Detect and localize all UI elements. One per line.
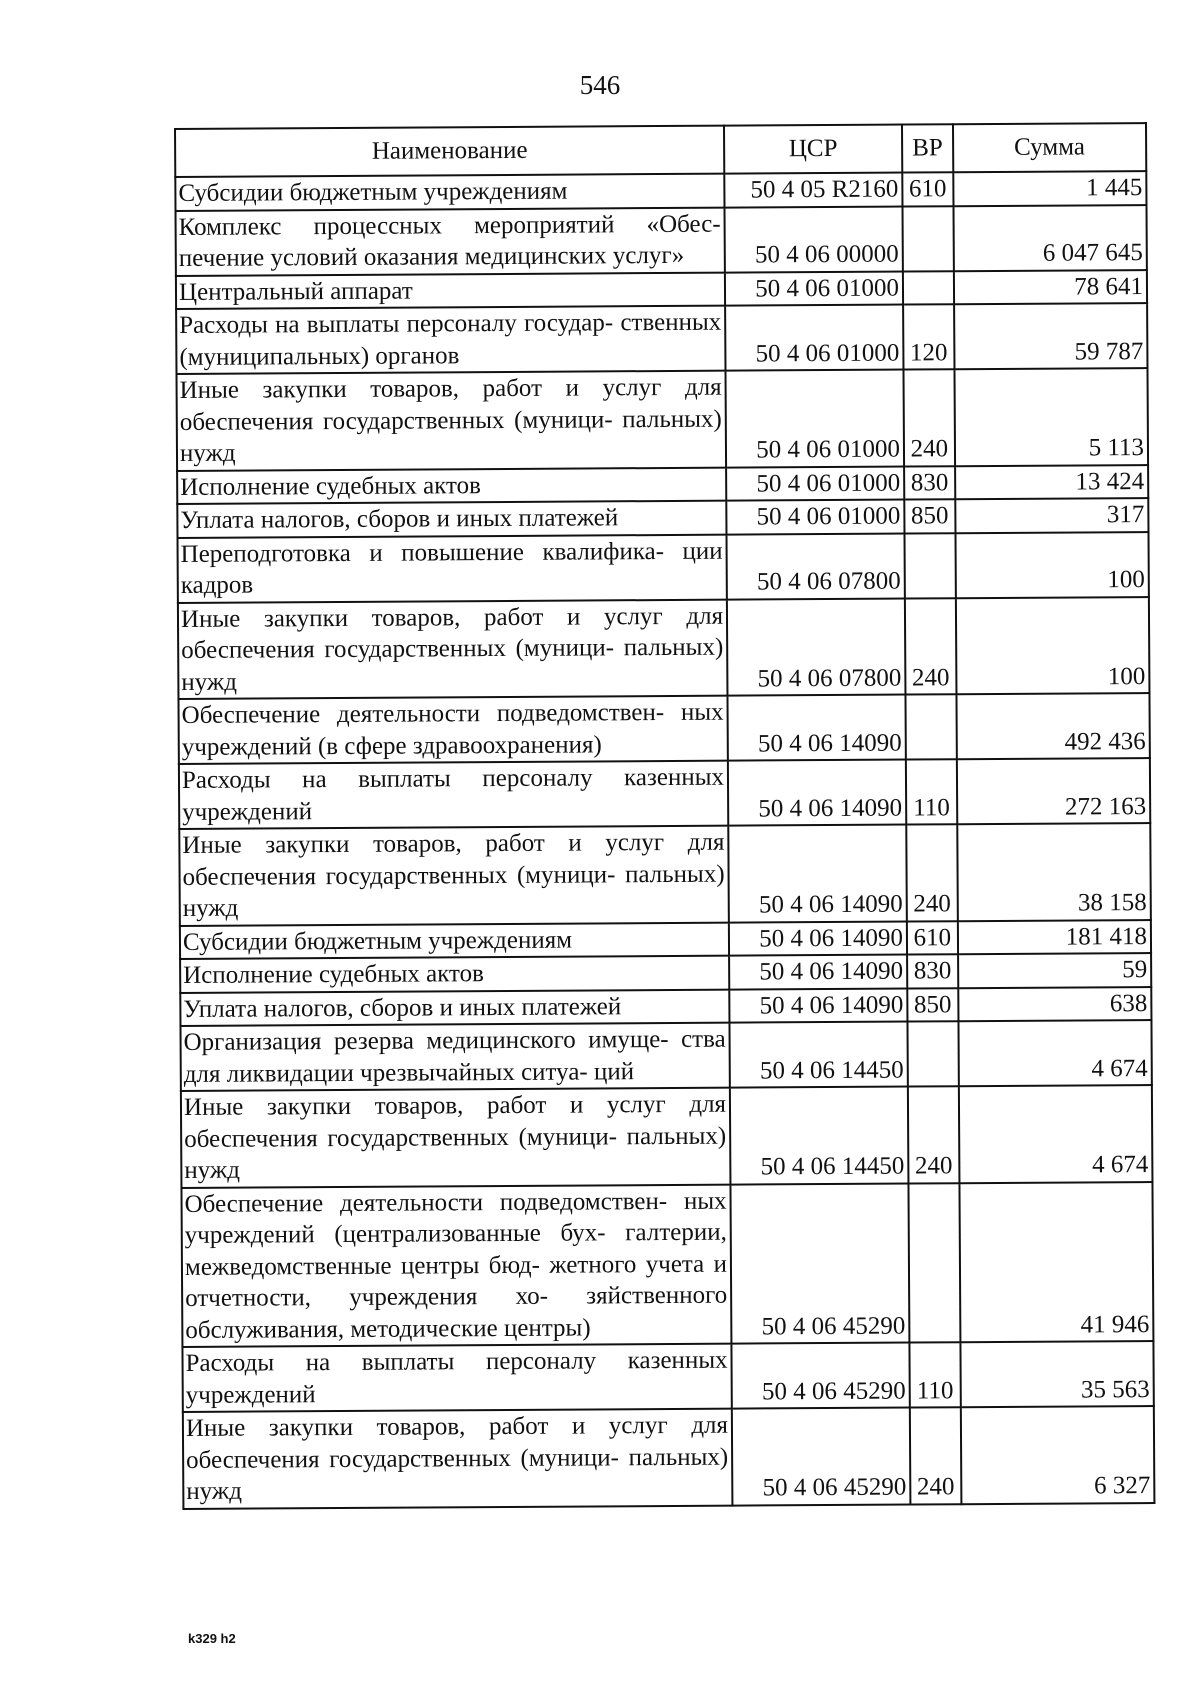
cell-sum: 78 641 xyxy=(954,270,1147,305)
cell-name: Субсидии бюджетным учреждениям xyxy=(180,922,729,959)
cell-csr: 50 4 06 01000 xyxy=(726,500,904,535)
cell-vr: 610 xyxy=(907,921,958,955)
cell-name: Организация резерва медицинского имуще- ства для ликвидации чрезвычайных ситуа- ций xyxy=(180,1023,729,1091)
cell-csr: 50 4 06 14090 xyxy=(728,695,906,761)
cell-sum: 38 158 xyxy=(957,823,1151,921)
cell-sum: 492 436 xyxy=(956,693,1150,759)
cell-csr: 50 4 05 R2160 xyxy=(724,173,902,208)
cell-csr: 50 4 06 45290 xyxy=(732,1408,911,1506)
cell-csr: 50 4 06 01000 xyxy=(725,271,903,306)
cell-vr: 110 xyxy=(909,1342,960,1407)
cell-vr: 830 xyxy=(907,954,958,988)
cell-name: Расходы на выплаты персоналу казенных учреждений xyxy=(182,1344,731,1412)
cell-name: Иные закупки товаров, работ и услуг для обеспечения государственных (муници- пальных) нужд xyxy=(179,826,729,926)
cell-vr: 240 xyxy=(910,1407,961,1504)
cell-vr: 110 xyxy=(906,759,957,824)
cell-name: Центральный аппарат xyxy=(176,272,725,309)
cell-vr: 850 xyxy=(907,988,958,1022)
header-vr: ВР xyxy=(902,124,953,172)
cell-vr: 240 xyxy=(905,598,956,695)
cell-sum: 1 445 xyxy=(953,171,1146,206)
table-row xyxy=(181,1085,1153,1187)
table-row xyxy=(182,1341,1153,1412)
cell-sum: 100 xyxy=(956,597,1150,695)
cell-name: Расходы на выплаты персоналу казенных учреждений xyxy=(179,761,728,829)
cell-sum: 181 418 xyxy=(958,920,1151,955)
cell-csr: 50 4 06 14090 xyxy=(729,955,907,990)
cell-name: Уплата налогов, сборов и иных платежей xyxy=(177,501,726,538)
cell-csr: 50 4 06 01000 xyxy=(726,466,904,501)
cell-name: Исполнение судебных актов xyxy=(177,467,726,504)
cell-sum: 317 xyxy=(955,498,1148,533)
table-row xyxy=(179,758,1150,829)
cell-csr: 50 4 06 14090 xyxy=(729,988,907,1023)
table-row xyxy=(179,823,1151,925)
cell-vr xyxy=(905,694,956,759)
footer-code: k329 h2 xyxy=(188,1631,236,1646)
cell-name: Расходы на выплаты персоналу государ- ственных (муниципальных) органов xyxy=(176,306,725,374)
header-csr: ЦСР xyxy=(724,125,902,174)
cell-vr: 610 xyxy=(902,172,953,206)
cell-sum: 6 047 645 xyxy=(953,205,1147,271)
cell-vr: 120 xyxy=(903,304,954,369)
cell-vr xyxy=(902,206,953,271)
cell-name: Комплекс процессных мероприятий «Обес- печение условий оказания медицинских услуг» xyxy=(176,207,725,275)
cell-sum: 4 674 xyxy=(959,1085,1153,1183)
table-header xyxy=(175,123,1146,177)
cell-vr: 240 xyxy=(906,824,957,921)
cell-name: Исполнение судебных актов xyxy=(180,956,729,993)
cell-sum: 4 674 xyxy=(958,1020,1152,1086)
table-row xyxy=(178,597,1150,699)
cell-csr: 50 4 06 14090 xyxy=(729,921,907,956)
table-row xyxy=(178,532,1149,603)
cell-sum: 59 787 xyxy=(954,303,1148,369)
cell-vr: 830 xyxy=(904,466,955,500)
header-row xyxy=(175,123,1146,177)
cell-csr: 50 4 06 45290 xyxy=(731,1343,909,1409)
page-number: 546 xyxy=(579,70,621,100)
table-row xyxy=(180,1020,1151,1091)
cell-csr: 50 4 06 07800 xyxy=(727,533,905,599)
cell-sum: 272 163 xyxy=(957,758,1151,824)
budget-table xyxy=(174,122,1155,1509)
cell-sum: 100 xyxy=(955,532,1149,598)
cell-csr: 50 4 06 14090 xyxy=(728,760,906,826)
cell-name: Уплата налогов, сборов и иных платежей xyxy=(180,989,729,1026)
cell-name: Иные закупки товаров, работ и услуг для обеспечения государственных (муници- пальных) нужд xyxy=(178,599,728,699)
cell-name: Иные закупки товаров, работ и услуг для обеспечения государственных (муници- пальных) нужд xyxy=(183,1409,733,1509)
table-row xyxy=(176,205,1147,276)
cell-vr xyxy=(908,1183,960,1343)
cell-name: Субсидии бюджетным учреждениям xyxy=(175,174,724,211)
cell-csr: 50 4 06 14090 xyxy=(728,825,907,923)
cell-sum: 41 946 xyxy=(959,1182,1153,1343)
cell-csr: 50 4 06 01000 xyxy=(725,305,903,371)
table-row xyxy=(178,693,1149,764)
table-row xyxy=(177,368,1149,470)
cell-csr: 50 4 06 45290 xyxy=(731,1183,910,1344)
cell-vr: 850 xyxy=(904,499,955,533)
cell-sum: 13 424 xyxy=(955,465,1148,500)
cell-name: Обеспечение деятельности подведомствен- ных учреждений (в сфере здравоохранения) xyxy=(178,696,727,764)
cell-vr xyxy=(903,271,954,305)
cell-sum: 5 113 xyxy=(954,368,1148,466)
cell-csr: 50 4 06 01000 xyxy=(726,370,905,468)
table-row xyxy=(181,1182,1153,1347)
cell-vr xyxy=(904,533,955,598)
cell-name: Иные закупки товаров, работ и услуг для обеспечения государственных (муници- пальных) нужд xyxy=(181,1088,731,1188)
cell-name: Переподготовка и повышение квалифика- ции кадров xyxy=(178,534,727,602)
cell-csr: 50 4 06 14450 xyxy=(730,1087,909,1185)
cell-sum: 638 xyxy=(958,987,1151,1022)
header-sum: Сумма xyxy=(953,123,1146,172)
cell-name: Иные закупки товаров, работ и услуг для обеспечения государственных (муници- пальных) нужд xyxy=(177,371,727,471)
cell-vr: 240 xyxy=(903,369,954,466)
cell-csr: 50 4 06 00000 xyxy=(725,206,903,272)
cell-name: Обеспечение деятельности подведомствен- ных учреждений (централизованные бух- галтерии, межведомственные центры бюд- жетного учета и отчетности, учреждения хо- зяйственного обслуживания, методические центры) xyxy=(181,1184,731,1347)
table-row xyxy=(176,303,1147,374)
header-name: Наименование xyxy=(175,126,724,177)
cell-csr: 50 4 06 07800 xyxy=(727,598,906,696)
cell-sum: 6 327 xyxy=(961,1406,1155,1504)
table-body xyxy=(175,171,1154,1508)
table-row xyxy=(183,1406,1155,1508)
cell-csr: 50 4 06 14450 xyxy=(730,1022,908,1088)
cell-vr xyxy=(907,1021,958,1086)
cell-sum: 59 xyxy=(958,953,1151,988)
cell-sum: 35 563 xyxy=(960,1341,1154,1407)
cell-vr: 240 xyxy=(908,1086,959,1183)
